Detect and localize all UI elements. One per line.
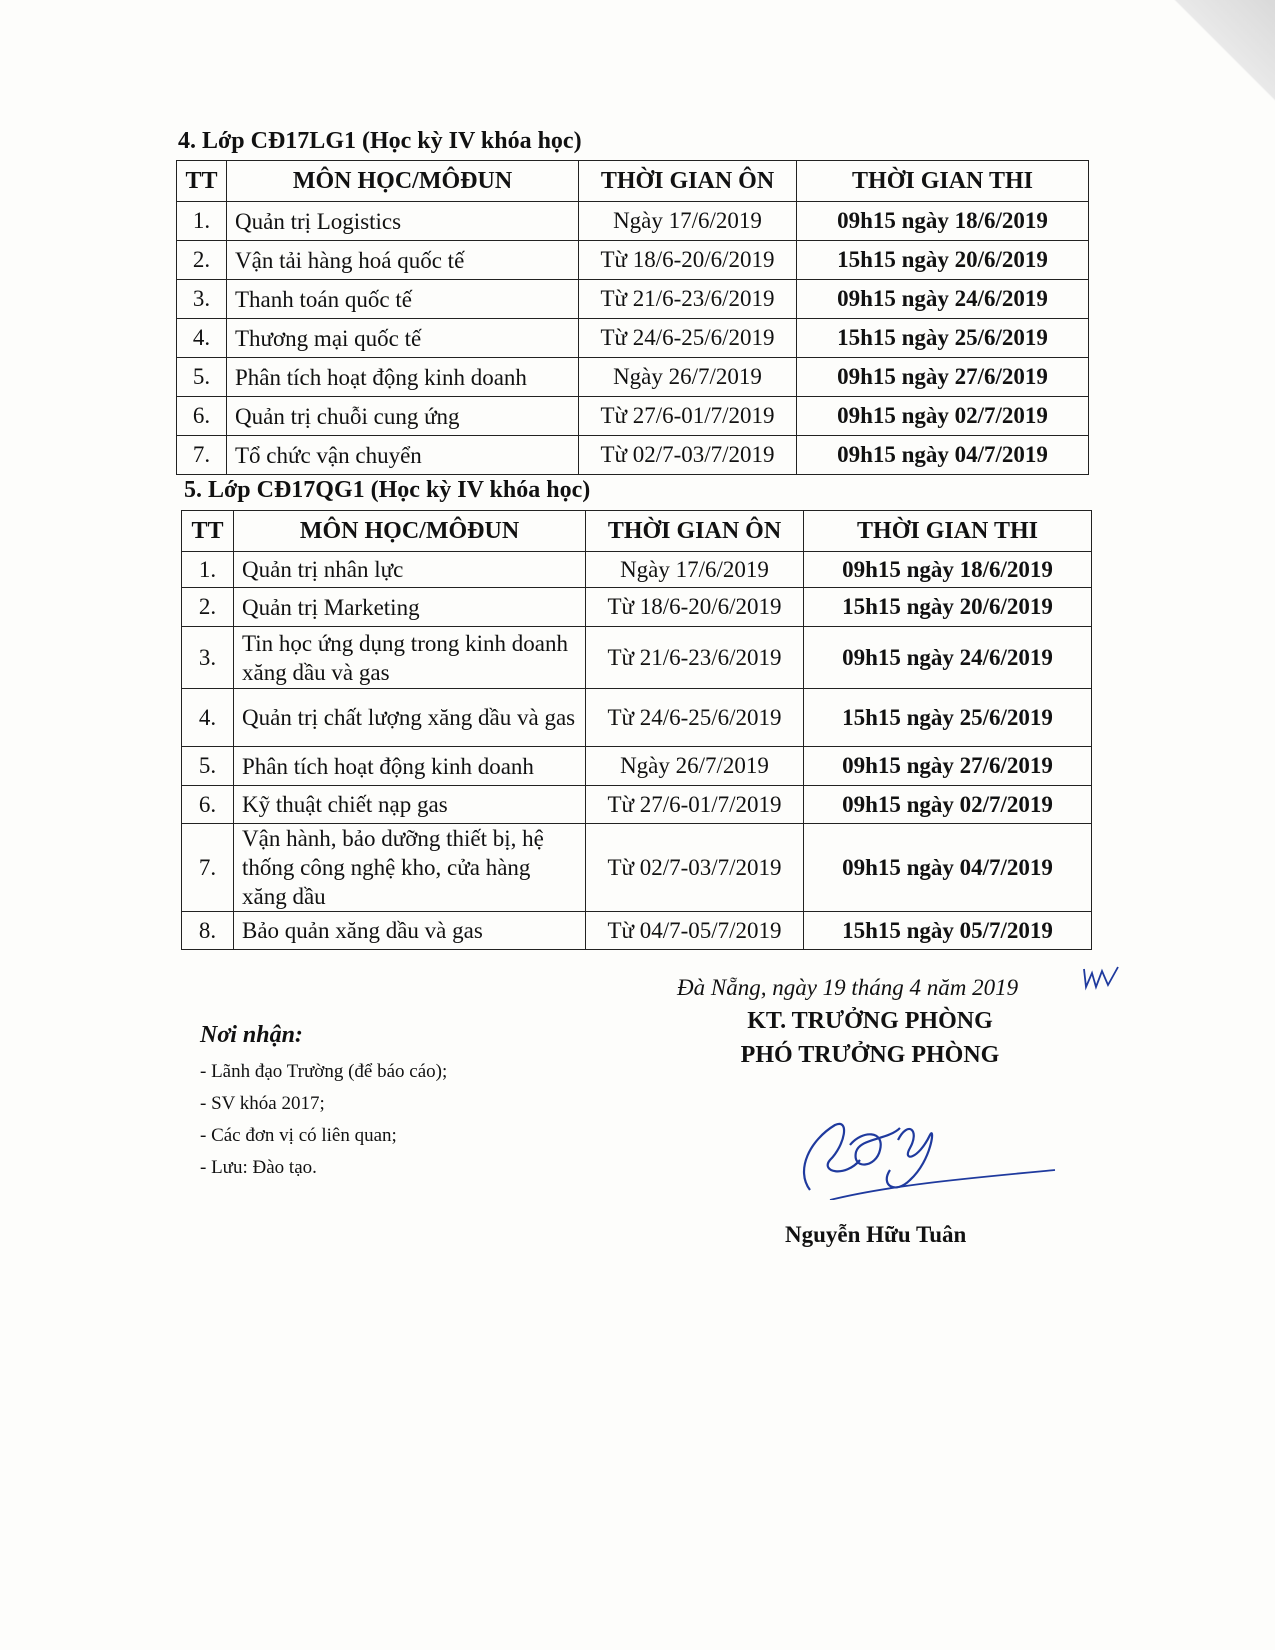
exam-time-cell: 09h15 ngày 02/7/2019 bbox=[804, 786, 1092, 824]
header-subject: MÔN HỌC/MÔĐUN bbox=[227, 161, 579, 202]
recipients-title: Nơi nhận: bbox=[200, 1022, 303, 1048]
subject-cell: Quản trị chất lượng xăng dầu và gas bbox=[234, 689, 586, 747]
review-time-cell: Từ 24/6-25/6/2019 bbox=[586, 689, 804, 747]
exam-time-cell: 09h15 ngày 24/6/2019 bbox=[804, 627, 1092, 689]
subject-cell: Quản trị chuỗi cung ứng bbox=[227, 397, 579, 436]
subject-cell: Phân tích hoạt động kinh doanh bbox=[227, 358, 579, 397]
table-header-row bbox=[182, 511, 1092, 552]
review-time-cell: Từ 27/6-01/7/2019 bbox=[579, 397, 797, 436]
exam-time-cell: 15h15 ngày 25/6/2019 bbox=[797, 319, 1089, 358]
exam-time-cell: 15h15 ngày 05/7/2019 bbox=[804, 912, 1092, 950]
handwritten-signature bbox=[790, 1100, 1060, 1200]
table-row bbox=[182, 786, 1092, 824]
exam-time-cell: 15h15 ngày 25/6/2019 bbox=[804, 689, 1092, 747]
exam-time-cell: 09h15 ngày 04/7/2019 bbox=[804, 824, 1092, 912]
section-title-cd17qg1: 5. Lớp CĐ17QG1 (Học kỳ IV khóa học) bbox=[184, 477, 591, 503]
row-number-cell: 5. bbox=[177, 358, 227, 397]
row-number-cell: 3. bbox=[177, 280, 227, 319]
table-row bbox=[177, 436, 1089, 475]
review-time-cell: Ngày 17/6/2019 bbox=[579, 202, 797, 241]
review-time-cell: Ngày 17/6/2019 bbox=[586, 552, 804, 588]
exam-time-cell: 15h15 ngày 20/6/2019 bbox=[797, 241, 1089, 280]
handwritten-initials bbox=[1082, 965, 1122, 995]
table-row bbox=[177, 358, 1089, 397]
exam-time-cell: 09h15 ngày 24/6/2019 bbox=[797, 280, 1089, 319]
table-header-row bbox=[177, 161, 1089, 202]
row-number-cell: 2. bbox=[177, 241, 227, 280]
row-number-cell: 4. bbox=[177, 319, 227, 358]
recipient-item: - Các đơn vị có liên quan; bbox=[200, 1125, 397, 1146]
recipient-item: - Lưu: Đào tạo. bbox=[200, 1157, 317, 1178]
recipient-item: - Lãnh đạo Trường (để báo cáo); bbox=[200, 1061, 448, 1082]
exam-time-cell: 09h15 ngày 18/6/2019 bbox=[797, 202, 1089, 241]
subject-cell: Bảo quản xăng dầu và gas bbox=[234, 912, 586, 950]
row-number-cell: 6. bbox=[182, 786, 234, 824]
table-row bbox=[177, 241, 1089, 280]
row-number-cell: 7. bbox=[177, 436, 227, 475]
review-time-cell: Ngày 26/7/2019 bbox=[586, 747, 804, 786]
table-row bbox=[177, 319, 1089, 358]
signature-title-1: KT. TRƯỞNG PHÒNG bbox=[747, 1008, 993, 1034]
table-row bbox=[182, 627, 1092, 689]
subject-cell: Thanh toán quốc tế bbox=[227, 280, 579, 319]
subject-cell: Quản trị Logistics bbox=[227, 202, 579, 241]
recipient-item: - SV khóa 2017; bbox=[200, 1093, 325, 1114]
header-exam-time: THỜI GIAN THI bbox=[804, 511, 1092, 552]
table-row bbox=[177, 202, 1089, 241]
subject-cell: Kỹ thuật chiết nạp gas bbox=[234, 786, 586, 824]
header-exam-time: THỜI GIAN THI bbox=[797, 161, 1089, 202]
table-row bbox=[177, 397, 1089, 436]
table-row bbox=[182, 912, 1092, 950]
row-number-cell: 1. bbox=[182, 552, 234, 588]
place-and-date: Đà Nẵng, ngày 19 tháng 4 năm 2019 bbox=[677, 975, 1019, 1000]
header-tt: TT bbox=[177, 161, 227, 202]
exam-time-cell: 09h15 ngày 18/6/2019 bbox=[804, 552, 1092, 588]
exam-time-cell: 09h15 ngày 27/6/2019 bbox=[797, 358, 1089, 397]
row-number-cell: 5. bbox=[182, 747, 234, 786]
subject-cell: Thương mại quốc tế bbox=[227, 319, 579, 358]
exam-time-cell: 15h15 ngày 20/6/2019 bbox=[804, 588, 1092, 627]
header-review-time: THỜI GIAN ÔN bbox=[579, 161, 797, 202]
subject-cell: Tổ chức vận chuyển bbox=[227, 436, 579, 475]
review-time-cell: Từ 24/6-25/6/2019 bbox=[579, 319, 797, 358]
row-number-cell: 4. bbox=[182, 689, 234, 747]
table-row bbox=[182, 747, 1092, 786]
subject-cell: Vận hành, bảo dưỡng thiết bị, hệ thống công nghệ kho, cửa hàng xăng dầu bbox=[234, 824, 586, 912]
signer-name: Nguyễn Hữu Tuân bbox=[785, 1222, 967, 1247]
review-time-cell: Ngày 26/7/2019 bbox=[579, 358, 797, 397]
section-title-cd17lg1: 4. Lớp CĐ17LG1 (Học kỳ IV khóa học) bbox=[178, 128, 582, 154]
exam-time-cell: 09h15 ngày 02/7/2019 bbox=[797, 397, 1089, 436]
review-time-cell: Từ 27/6-01/7/2019 bbox=[586, 786, 804, 824]
row-number-cell: 2. bbox=[182, 588, 234, 627]
header-review-time: THỜI GIAN ÔN bbox=[586, 511, 804, 552]
recipients-list bbox=[200, 1056, 447, 1184]
table-row bbox=[182, 689, 1092, 747]
row-number-cell: 3. bbox=[182, 627, 234, 689]
table-row bbox=[182, 588, 1092, 627]
subject-cell: Vận tải hàng hoá quốc tế bbox=[227, 241, 579, 280]
header-subject: MÔN HỌC/MÔĐUN bbox=[234, 511, 586, 552]
row-number-cell: 1. bbox=[177, 202, 227, 241]
exam-time-cell: 09h15 ngày 04/7/2019 bbox=[797, 436, 1089, 475]
review-time-cell: Từ 21/6-23/6/2019 bbox=[579, 280, 797, 319]
schedule-table-cd17lg1 bbox=[176, 160, 1089, 475]
review-time-cell: Từ 18/6-20/6/2019 bbox=[579, 241, 797, 280]
review-time-cell: Từ 04/7-05/7/2019 bbox=[586, 912, 804, 950]
subject-cell: Quản trị nhân lực bbox=[234, 552, 586, 588]
subject-cell: Phân tích hoạt động kinh doanh bbox=[234, 747, 586, 786]
review-time-cell: Từ 02/7-03/7/2019 bbox=[579, 436, 797, 475]
review-time-cell: Từ 21/6-23/6/2019 bbox=[586, 627, 804, 689]
row-number-cell: 8. bbox=[182, 912, 234, 950]
review-time-cell: Từ 18/6-20/6/2019 bbox=[586, 588, 804, 627]
folded-corner bbox=[1165, 0, 1275, 110]
subject-cell: Quản trị Marketing bbox=[234, 588, 586, 627]
review-time-cell: Từ 02/7-03/7/2019 bbox=[586, 824, 804, 912]
header-tt: TT bbox=[182, 511, 234, 552]
table-row bbox=[182, 552, 1092, 588]
table-row bbox=[177, 280, 1089, 319]
schedule-table-cd17qg1 bbox=[181, 510, 1092, 950]
signature-title-2: PHÓ TRƯỞNG PHÒNG bbox=[740, 1042, 1000, 1068]
row-number-cell: 7. bbox=[182, 824, 234, 912]
row-number-cell: 6. bbox=[177, 397, 227, 436]
subject-cell: Tin học ứng dụng trong kinh doanh xăng dầu và gas bbox=[234, 627, 586, 689]
exam-time-cell: 09h15 ngày 27/6/2019 bbox=[804, 747, 1092, 786]
table-row bbox=[182, 824, 1092, 912]
